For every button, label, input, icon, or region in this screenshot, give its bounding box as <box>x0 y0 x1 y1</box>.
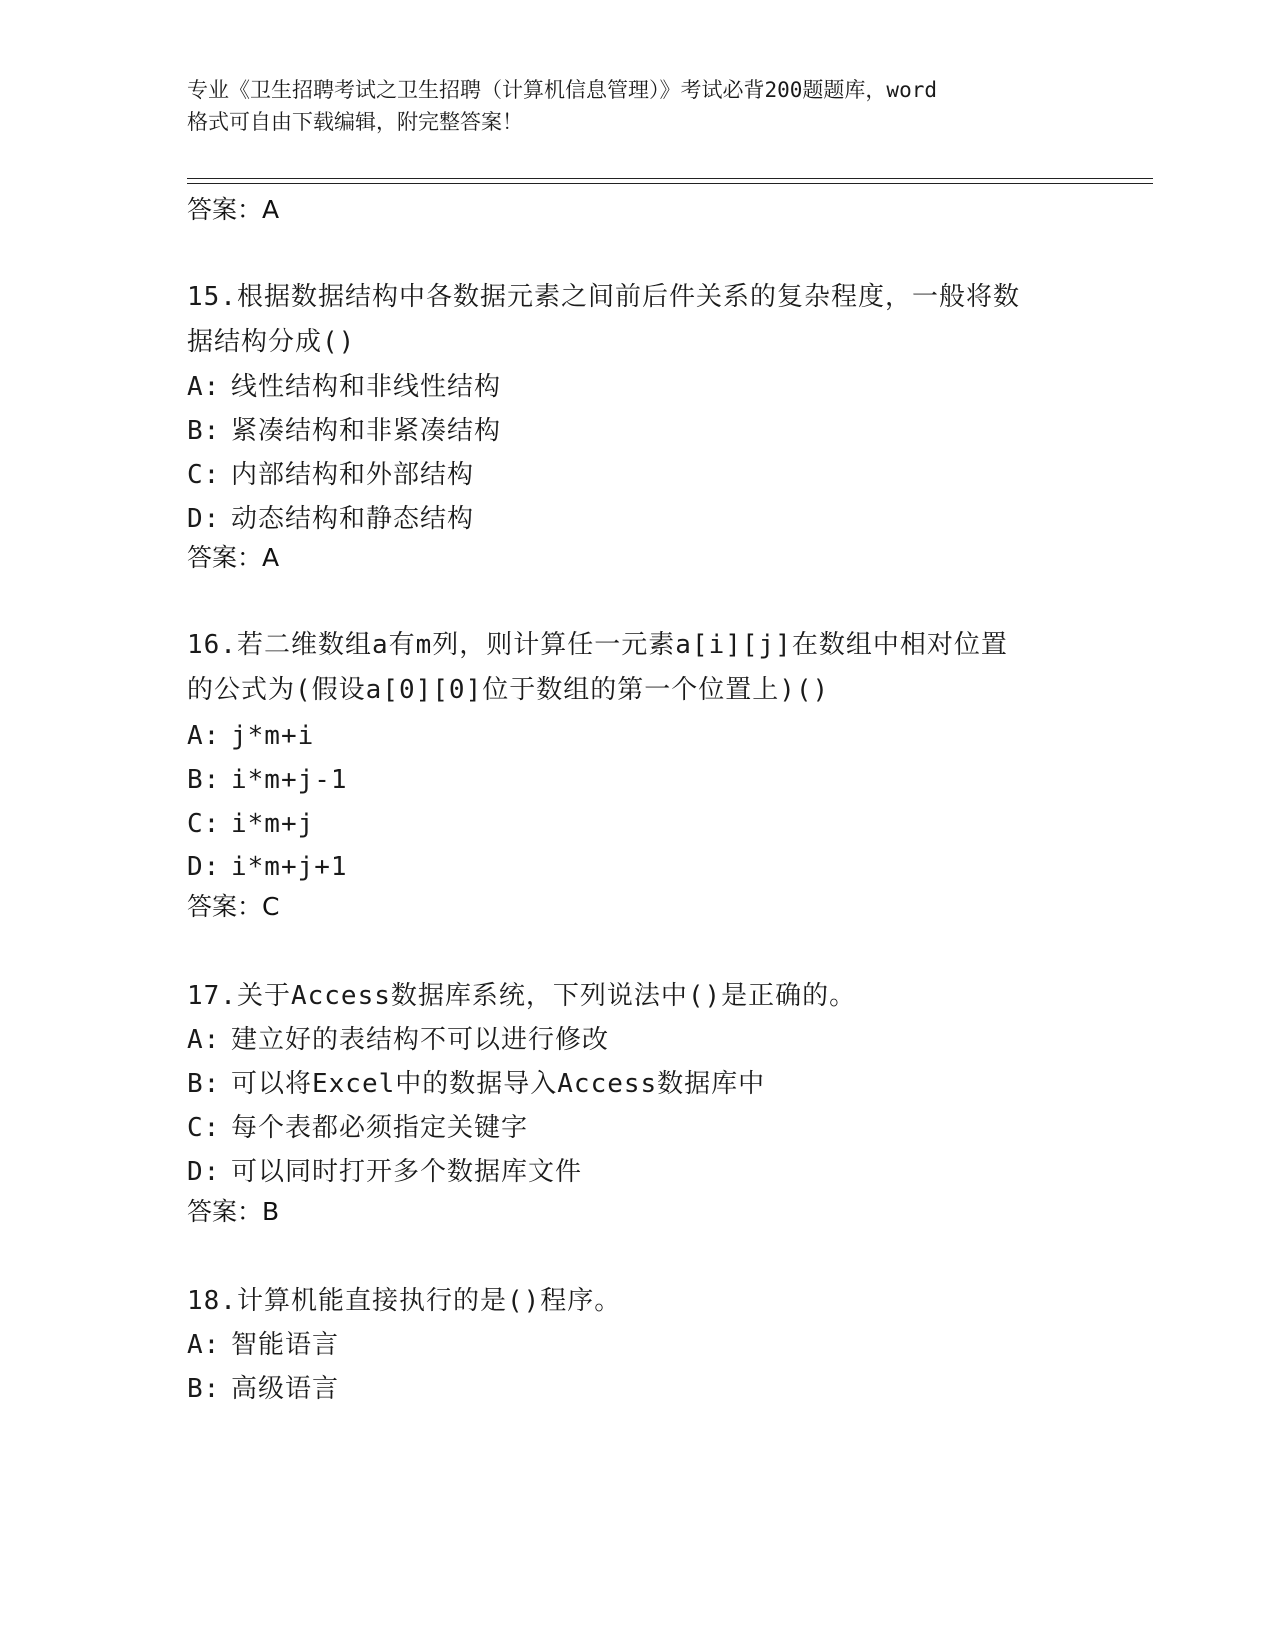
question-stem-line-1: 15.根据数据结构中各数据元素之间前后件关系的复杂程度，一般将数 <box>187 282 1020 312</box>
answer-label: 答案：C <box>187 892 280 921</box>
option-text: 可以同时打开多个数据库文件 <box>231 1157 583 1187</box>
option-key: C: <box>187 460 221 490</box>
option-a <box>187 1018 609 1063</box>
option-a <box>187 365 501 410</box>
option-key: B: <box>187 765 221 795</box>
question-stem-line-1: 18.计算机能直接执行的是()程序。 <box>187 1286 622 1316</box>
question-stem <box>187 974 1087 1019</box>
option-text: 建立好的表结构不可以进行修改 <box>231 1025 610 1055</box>
answer-label: 答案：A <box>187 195 280 224</box>
option-b <box>187 409 501 454</box>
option-a <box>187 1323 339 1368</box>
option-key: B: <box>187 416 221 446</box>
question-stem-line-1: 17.关于Access数据库系统，下列说法中()是正确的。 <box>187 981 857 1011</box>
header-line-1: 专业《卫生招聘考试之卫生招聘（计算机信息管理）》考试必背200题题库，word <box>187 78 937 102</box>
option-b <box>187 758 348 803</box>
option-key: C: <box>187 809 221 839</box>
option-text: 智能语言 <box>231 1330 340 1360</box>
option-d <box>187 1150 582 1195</box>
option-key: A: <box>187 1025 221 1055</box>
option-c <box>187 802 314 847</box>
option-text: 紧凑结构和非紧凑结构 <box>231 416 502 446</box>
option-text: 线性结构和非线性结构 <box>231 372 502 402</box>
question-stem-line-2: 的公式为(假设a[0][0]位于数组的第一个位置上)() <box>187 675 830 705</box>
option-key: A: <box>187 1330 221 1360</box>
header-divider-top <box>187 178 1153 179</box>
option-text: i*m+j-1 <box>231 765 348 795</box>
option-key: C: <box>187 1113 221 1143</box>
option-key: B: <box>187 1374 221 1404</box>
option-text: 每个表都必须指定关键字 <box>231 1113 529 1143</box>
answer-label: 答案：A <box>187 543 280 572</box>
option-key: A: <box>187 721 221 751</box>
option-b <box>187 1062 765 1107</box>
option-text: 动态结构和静态结构 <box>231 504 475 534</box>
option-key: A: <box>187 372 221 402</box>
option-key: B: <box>187 1069 221 1099</box>
answer-label: 答案：B <box>187 1197 280 1226</box>
option-d <box>187 497 474 542</box>
option-a <box>187 714 314 759</box>
option-key: D: <box>187 852 221 882</box>
option-key: D: <box>187 504 221 534</box>
option-text: 可以将Excel中的数据导入Access数据库中 <box>231 1069 766 1099</box>
question-stem-line-2: 据结构分成() <box>187 327 356 357</box>
question-stem <box>187 623 1087 713</box>
option-text: i*m+j <box>231 809 315 839</box>
header-line-2: 格式可自由下载编辑，附完整答案！ <box>187 110 523 134</box>
option-key: D: <box>187 1157 221 1187</box>
option-text: i*m+j+1 <box>231 852 348 882</box>
option-text: 高级语言 <box>231 1374 340 1404</box>
option-d <box>187 845 348 890</box>
option-text: j*m+i <box>231 721 315 751</box>
question-stem-line-1: 16.若二维数组a有m列，则计算任一元素a[i][j]在数组中相对位置 <box>187 630 1008 660</box>
option-c <box>187 1106 528 1151</box>
question-stem <box>187 275 1087 365</box>
document-header <box>187 74 1087 138</box>
header-divider-bottom <box>187 183 1153 184</box>
option-b <box>187 1367 339 1412</box>
question-stem <box>187 1279 1087 1324</box>
option-c <box>187 453 474 498</box>
option-text: 内部结构和外部结构 <box>231 460 475 490</box>
